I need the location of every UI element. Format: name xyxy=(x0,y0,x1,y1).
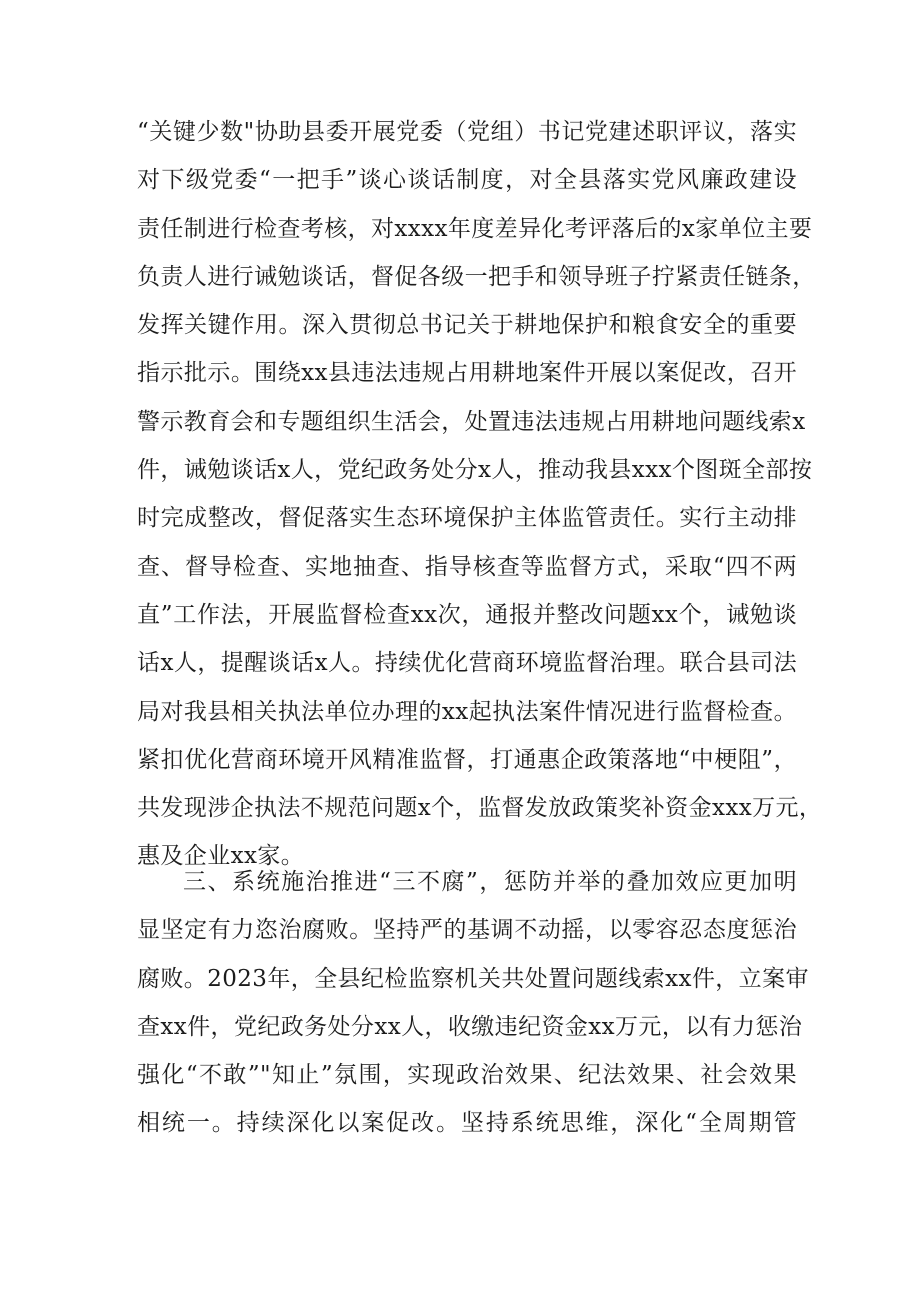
text-line: 腐败。2023年，全县纪检监察机关共处置问题线索xx件，立案审 xyxy=(137,965,809,992)
text-line: 相统一。持续深化以案促改。坚持系统思维，深化“全周期管 xyxy=(137,1110,797,1137)
text-line: 发挥关键作用。深入贯彻总书记关于耕地保护和粮食安全的重要 xyxy=(137,312,797,339)
text-line: 责任制进行检查考核，对xxxx年度差异化考评落后的x家单位主要 xyxy=(137,215,813,242)
text-line: 惠及企业xx家。 xyxy=(137,843,305,870)
paragraph-2 xyxy=(137,858,809,1148)
text-line: 件，诫勉谈话x人，党纪政务处分x人，推动我县xxx个图斑全部按 xyxy=(137,457,813,484)
text-line: 指示批示。围绕xx县违法违规占用耕地案件开展以案促改，召开 xyxy=(137,360,797,387)
paragraph-1 xyxy=(137,108,823,881)
text-line: 查、督导检查、实地抽查、指导核查等监督方式，采取“四不两 xyxy=(137,553,797,580)
text-line: 负责人进行诫勉谈话，督促各级一把手和领导班子拧紧责任链条， xyxy=(137,263,816,290)
text-line: 直”工作法，开展监督检查xx次，通报并整改问题xx个，诫勉谈 xyxy=(137,601,797,628)
text-line: 查xx件，党纪政务处分xx人，收缴违纪资金xx万元，以有力惩治 xyxy=(137,1013,803,1040)
text-line: 紧扣优化营商环境开风精准监督，打通惠企政策落地“中梗阻”， xyxy=(137,746,797,773)
text-line: 警示教育会和专题组织生活会，处置违法违规占用耕地问题线索x xyxy=(137,408,806,435)
text-line: 局对我县相关执法单位办理的xx起执法案件情况进行监督检查。 xyxy=(137,698,797,725)
text-line: 话x人，提醒谈话x人。持续优化营商环境监督治理。联合县司法 xyxy=(137,650,797,677)
text-line: 强化“不敢”"知止”氛围，实现政治效果、纪法效果、社会效果 xyxy=(137,1062,797,1089)
text-line: 共发现涉企执法不规范问题x个，监督发放政策奖补资金xxx万元， xyxy=(137,795,823,822)
text-line: 显坚定有力恣治腐败。坚持严的基调不动摇，以零容忍态度惩治 xyxy=(137,917,797,944)
text-line: 三、系统施治推进“三不腐”，惩防并举的叠加效应更加明 xyxy=(183,869,797,895)
text-line: 对下级党委“一把手”谈心谈话制度，对全县落实党风廉政建设 xyxy=(137,167,797,194)
text-line: “关键少数"协助县委开展党委（党组）书记党建述职评议，落实 xyxy=(137,119,797,145)
text-line: 时完成整改，督促落实生态环境保护主体监管责任。实行主动排 xyxy=(137,505,797,532)
